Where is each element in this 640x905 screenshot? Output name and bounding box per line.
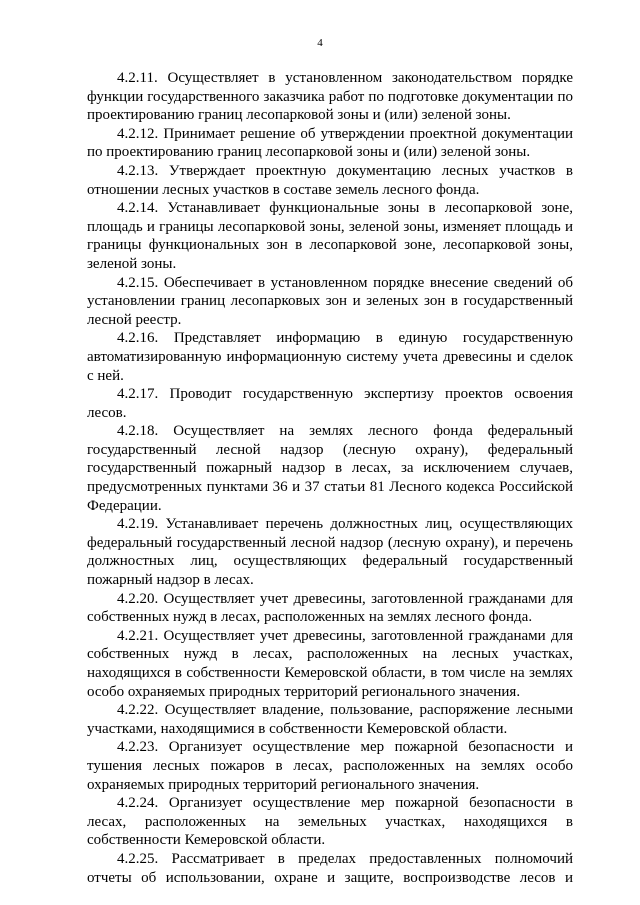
paragraph-4-2-12: 4.2.12. Принимает решение об утверждении проектной документации по проектированию границ лесопарковой зоны и (или) зеленой зоны.: [87, 125, 573, 161]
paragraph-4-2-21: 4.2.21. Осуществляет учет древесины, заготовленной гражданами для собственных нужд в лесах, расположенных на лесных участках, находящихся в собственности Кемеровской области, в том числе на землях особо охраняемых природных территорий регионального значения.: [87, 627, 573, 700]
paragraph-4-2-11: 4.2.11. Осуществляет в установленном законодательством порядке функции государственного заказчика работ по подготовке документации по проектированию границ лесопарковой зоны и (или) зеленой зоны.: [87, 70, 573, 124]
paragraph-4-2-13: 4.2.13. Утверждает проектную документацию лесных участков в отношении лесных участков в составе земель лесного фонда.: [87, 162, 573, 198]
paragraph-4-2-15: 4.2.15. Обеспечивает в установленном порядке внесение сведений об установлении границ лесопарковых зон и зеленых зон в государственный лесной реестр.: [87, 274, 573, 328]
paragraph-4-2-14: 4.2.14. Устанавливает функциональные зоны в лесопарковой зоне, площадь и границы лесопарковой зоны, зеленой зоны, изменяет площадь и границы функциональных зон в лесопарковой зоне, лесопарковой зоны, зеленой зоны.: [87, 200, 573, 272]
paragraph-4-2-20: 4.2.20. Осуществляет учет древесины, заготовленной гражданами для собственных нужд в лесах, расположенных на землях лесного фонда.: [87, 590, 573, 626]
paragraph-4-2-16: 4.2.16. Представляет информацию в единую государственную автоматизированную информационную систему учета древесины и сделок с ней.: [87, 330, 573, 384]
paragraph-4-2-23: 4.2.23. Организует осуществление мер пожарной безопасности и тушения лесных пожаров в лесах, расположенных на землях особо охраняемых природных территорий регионального значения.: [87, 739, 573, 793]
paragraph-4-2-19: 4.2.19. Устанавливает перечень должностных лиц, осуществляющих федеральный государственный лесной надзор (лесную охрану), и перечень должностных лиц, осуществляющих федеральный государственный пожарный надзор в лесах.: [87, 516, 573, 589]
paragraph-4-2-17: 4.2.17. Проводит государственную экспертизу проектов освоения лесов.: [87, 386, 573, 421]
document-body: [87, 69, 573, 887]
paragraph-4-2-25: 4.2.25. Рассматривает в пределах предоставленных полномочий отчеты об использовании, охране и защите, воспроизводстве лесов и: [87, 850, 573, 886]
paragraph-4-2-18: 4.2.18. Осуществляет на землях лесного фонда федеральный государственный лесной надзор (лесную охрану), федеральный государственный пожарный надзор в лесах, за исключением случаев, предусмотренных пунктами 36 и 37 статьи 81 Лесного кодекса Российской Федерации.: [87, 423, 573, 514]
page-number: 4: [317, 37, 323, 49]
paragraph-4-2-22: 4.2.22. Осуществляет владение, пользование, распоряжение лесными участками, находящимися в собственности Кемеровской области.: [87, 702, 573, 737]
paragraph-4-2-24: 4.2.24. Организует осуществление мер пожарной безопасности в лесах, расположенных на земельных участках, находящихся в собственности Кемеровской области.: [87, 795, 573, 849]
